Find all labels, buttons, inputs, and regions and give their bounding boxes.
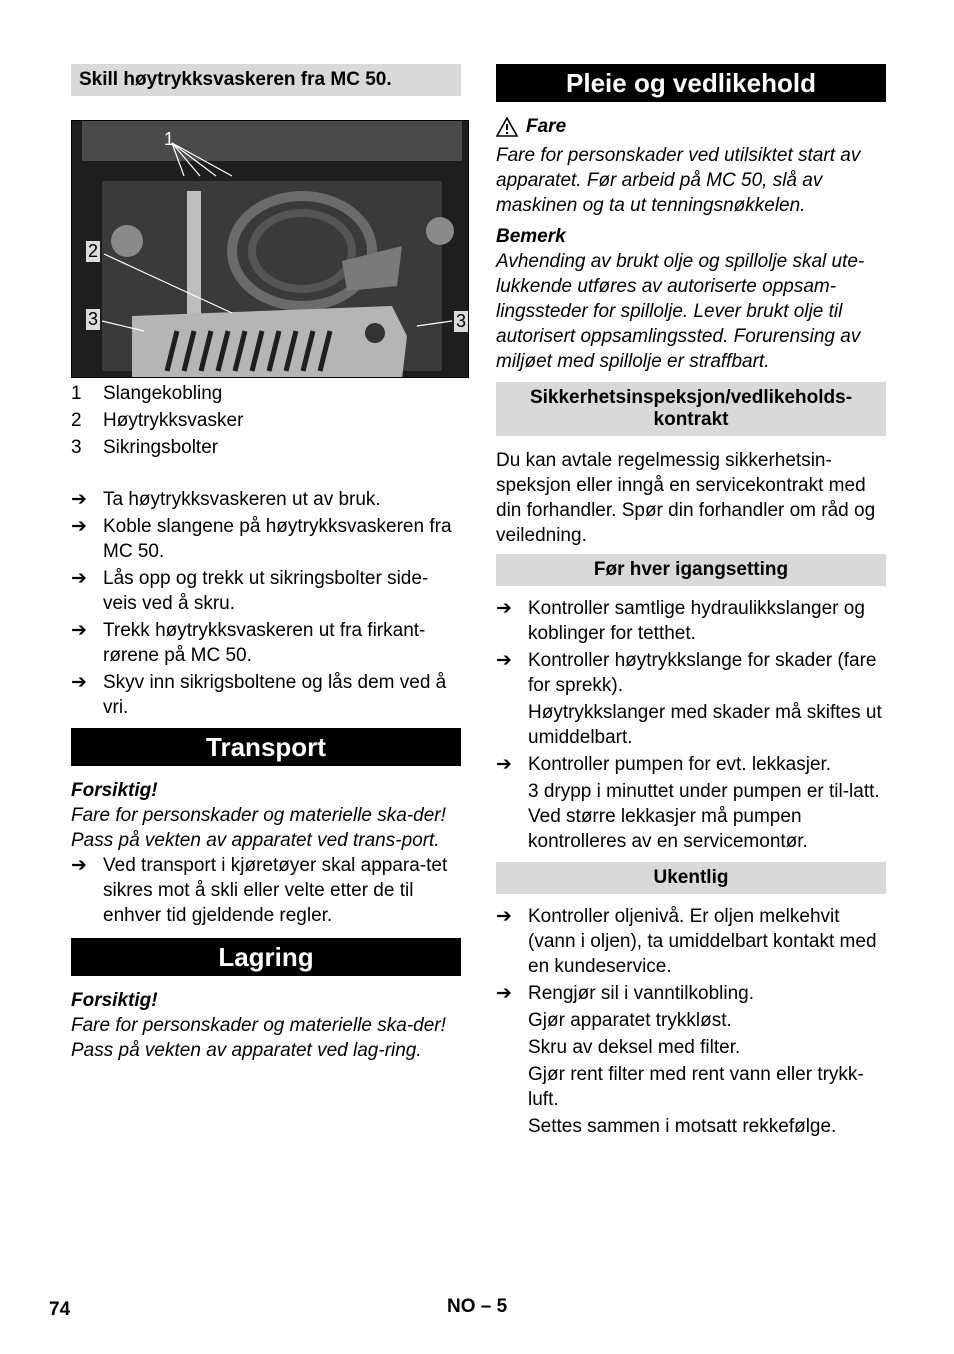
danger-text: Fare for personskader ved utilsiktet start av apparatet. Før arbeid på MC 50, slå av maskinen og ta ut tenningsnøkkelen. [496, 145, 861, 216]
step-item: ➔ Kontroller oljenivå. Er oljen melkehvit (vann i oljen), ta umiddelbart kontakt med en kundeservice. [496, 906, 877, 977]
callout-3-right: 3 [456, 311, 467, 331]
callout-3-left: 3 [88, 309, 99, 329]
section-title-disconnect: Skill høytrykksvaskeren fra MC 50. [71, 64, 461, 96]
section-title-before-start: Før hver igangsetting [496, 554, 886, 586]
arrow-right-icon: ➔ [71, 620, 87, 641]
legend-item: 3 Sikringsbolter [71, 437, 219, 458]
arrow-right-icon: ➔ [71, 672, 87, 693]
step-subitem: Settes sammen i motsatt rekkefølge. [528, 1116, 837, 1137]
section-title-weekly: Ukentlig [496, 862, 886, 894]
inspection-text: Du kan avtale regelmessig sikkerhetsin-speksjon eller inngå en servicekontrakt med din forhandler. Spør din forhandler om råd og veiledning. [496, 450, 876, 546]
arrow-right-icon: ➔ [496, 906, 512, 927]
disconnect-steps [71, 487, 461, 720]
weekly-steps [496, 904, 886, 1139]
figure-legend [71, 380, 461, 461]
section-title-care: Pleie og vedlikehold [496, 64, 886, 102]
section-title-inspection: Sikkerhetsinspeksjon/vedlikeholds-kontrakt [496, 382, 886, 436]
callout-1: 1 [164, 129, 175, 149]
arrow-right-icon: ➔ [71, 516, 87, 537]
right-column [496, 64, 886, 1141]
step-subitem: Høytrykkslanger med skader må skiftes ut umiddelbart. [528, 702, 882, 748]
step-item: ➔ Lås opp og trekk ut sikringsbolter side-veis ved å skru. [71, 568, 429, 614]
arrow-right-icon: ➔ [496, 650, 512, 671]
note-label: Bemerk [496, 226, 566, 247]
arrow-right-icon: ➔ [71, 489, 87, 510]
transport-caution-label: Forsiktig! [71, 780, 158, 801]
step-item: ➔ Kontroller pumpen for evt. lekkasjer. [496, 754, 832, 775]
before-start-steps [496, 596, 886, 854]
step-item: ➔ Skyv inn sikrigsboltene og lås dem ved å vri. [71, 672, 447, 718]
legend-item: 2 Høytrykksvasker [71, 410, 244, 431]
transport-caution-text: Fare for personskader og materielle ska-der! Pass på vekten av apparatet ved trans-port. [71, 805, 446, 851]
step-subitem: 3 drypp i minuttet under pumpen er til-latt. Ved større lekkasjer må pumpen kontrolleres av en servicemontør. [528, 781, 880, 852]
step-item: ➔ Rengjør sil i vanntilkobling. [496, 983, 754, 1004]
step-item: ➔ Ta høytrykksvaskeren ut av bruk. [71, 489, 381, 510]
warning-triangle-icon [496, 117, 518, 137]
arrow-right-icon: ➔ [71, 855, 87, 876]
arrow-right-icon: ➔ [496, 598, 512, 619]
step-item: ➔ Ved transport i kjøretøyer skal appara-tet sikres mot å skli eller velte etter de til enhver tid gjeldende regler. [71, 855, 448, 926]
section-title-transport: Transport [71, 728, 461, 766]
step-item: ➔ Kontroller samtlige hydraulikkslanger og koblinger for tetthet. [496, 598, 865, 644]
arrow-right-icon: ➔ [71, 568, 87, 589]
arrow-right-icon: ➔ [496, 983, 512, 1004]
step-subitem: Gjør rent filter med rent vann eller trykk-luft. [528, 1064, 864, 1110]
left-column [71, 64, 467, 1063]
arrow-right-icon: ➔ [496, 754, 512, 775]
callout-2: 2 [88, 241, 99, 261]
machine-photo [72, 121, 469, 378]
step-item: ➔ Kontroller høytrykkslange for skader (fare for sprekk). [496, 650, 877, 696]
language-page-indicator: NO – 5 [447, 1296, 508, 1317]
legend-item: 1 Slangekobling [71, 383, 223, 404]
page-number: 74 [49, 1299, 71, 1320]
danger-label: Fare [526, 116, 567, 137]
step-item: ➔ Koble slangene på høytrykksvaskeren fra MC 50. [71, 516, 452, 562]
step-subitem: Gjør apparatet trykkløst. [528, 1010, 732, 1031]
machine-figure [71, 120, 469, 378]
transport-steps [71, 853, 461, 928]
storage-caution-text: Fare for personskader og materielle ska-der! Pass på vekten av apparatet ved lag-ring. [71, 1015, 446, 1061]
danger-heading [496, 114, 886, 139]
section-title-storage: Lagring [71, 938, 461, 976]
step-item: ➔ Trekk høytrykksvaskeren ut fra firkant-rørene på MC 50. [71, 620, 426, 666]
storage-caution-label: Forsiktig! [71, 990, 158, 1011]
note-text: Avhending av brukt olje og spillolje skal ute-lukkende utføres av autoriserte oppsam-lingssteder for spillolje. Lever brukt olje til autorisert oppsamlingssted. Forurensing av miljøet med spillolje er straffbart. [496, 251, 865, 372]
step-subitem: Skru av deksel med filter. [528, 1037, 741, 1058]
